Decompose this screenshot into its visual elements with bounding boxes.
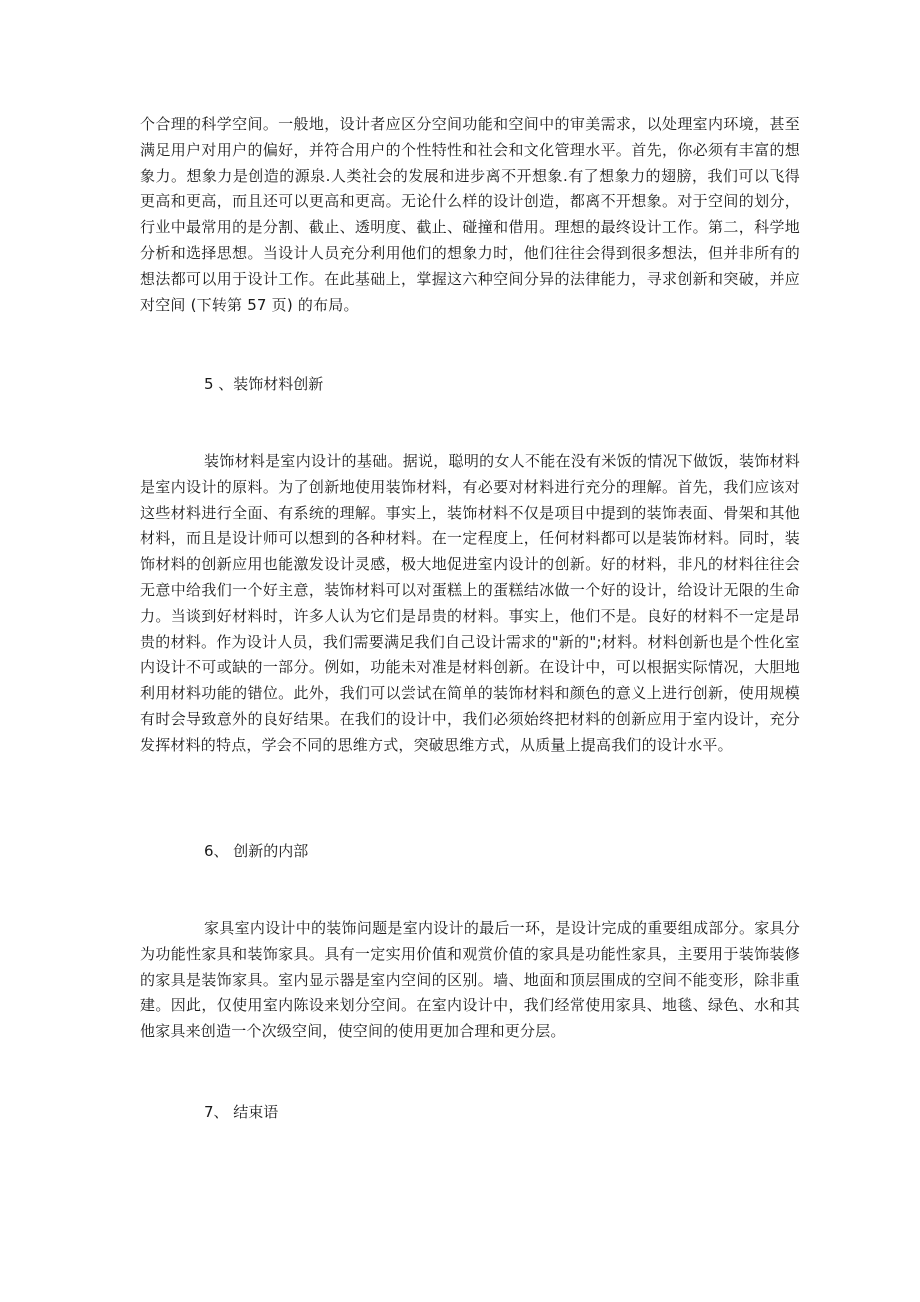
section-heading-6: 6、 创新的内部 — [204, 842, 309, 860]
section-heading-5: 5 、装饰材料创新 — [204, 375, 324, 393]
paragraph-section-6: 家具室内设计中的装饰问题是室内设计的最后一环，是设计完成的重要组成部分。家具分为功能性家具和装饰家具。具有一定实用价值和观赏价值的家具是功能性家具，主要用于装饰装修的家具是装饰家具。室内显示器是室内空间的区别。墙、地面和顶层围成的空间不能变形，除非重建。因此，仅使用室内陈设来划分空间。在室内设计中，我们经常使用家具、地毯、绿色、水和其他家具来创造一个次级空间，使空间的使用更加合理和更分层。 — [140, 919, 800, 1041]
section-heading-7: 7、 结束语 — [204, 1103, 279, 1121]
paragraph-intro: 个合理的科学空间。一般地，设计者应区分空间功能和空间中的审美需求，以处理室内环境，甚至满足用户对用户的偏好，并符合用户的个性特性和社会和文化管理水平。首先，你必须有丰富的想象力。想象力是创造的源泉.人类社会的发展和进步离不开想象.有了想象力的翅膀，我们可以飞得更高和更高，而且还可以更高和更高。无论什么样的设计创造，都离不开想象。对于空间的划分，行业中最常用的是分割、截止、透明度、截止、碰撞和借用。理想的最终设计工作。第二，科学地分析和选择思想。当设计人员充分利用他们的想象力时，他们往往会得到很多想法，但并非所有的想法都可以用于设计工作。在此基础上，掌握这六种空间分异的法律能力，寻求创新和突破，并应对空间 (下转第 57 页) 的布局。 — [140, 115, 800, 314]
paragraph-section-5: 装饰材料是室内设计的基础。据说，聪明的女人不能在没有米饭的情况下做饭，装饰材料是室内设计的原料。为了创新地使用装饰材料，有必要对材料进行充分的理解。首先，我们应该对这些材料进行全面、有系统的理解。事实上，装饰材料不仅是项目中提到的装饰表面、骨架和其他材料，而且是设计师可以想到的各种材料。在一定程度上，任何材料都可以是装饰材料。同时，装饰材料的创新应用也能激发设计灵感，极大地促进室内设计的创新。好的材料，非凡的材料往往会无意中给我们一个好主意，装饰材料可以对蛋糕上的蛋糕结冰做一个好的设计，给设计无限的生命力。当谈到好材料时，许多人认为它们是昂贵的材料。事实上，他们不是。良好的材料不一定是昂贵的材料。作为设计人员，我们需要满足我们自己设计需求的"新的";材料。材料创新也是个性化室内设计不可或缺的一部分。例如，功能未对准是材料创新。在设计中，可以根据实际情况，大胆地利用材料功能的错位。此外，我们可以尝试在简单的装饰材料和颜色的意义上进行创新，使用规模有时会导致意外的良好结果。在我们的设计中，我们必须始终把材料的创新应用于室内设计，充分发挥材料的特点，学会不同的思维方式，突破思维方式，从质量上提高我们的设计水平。 — [140, 452, 800, 754]
